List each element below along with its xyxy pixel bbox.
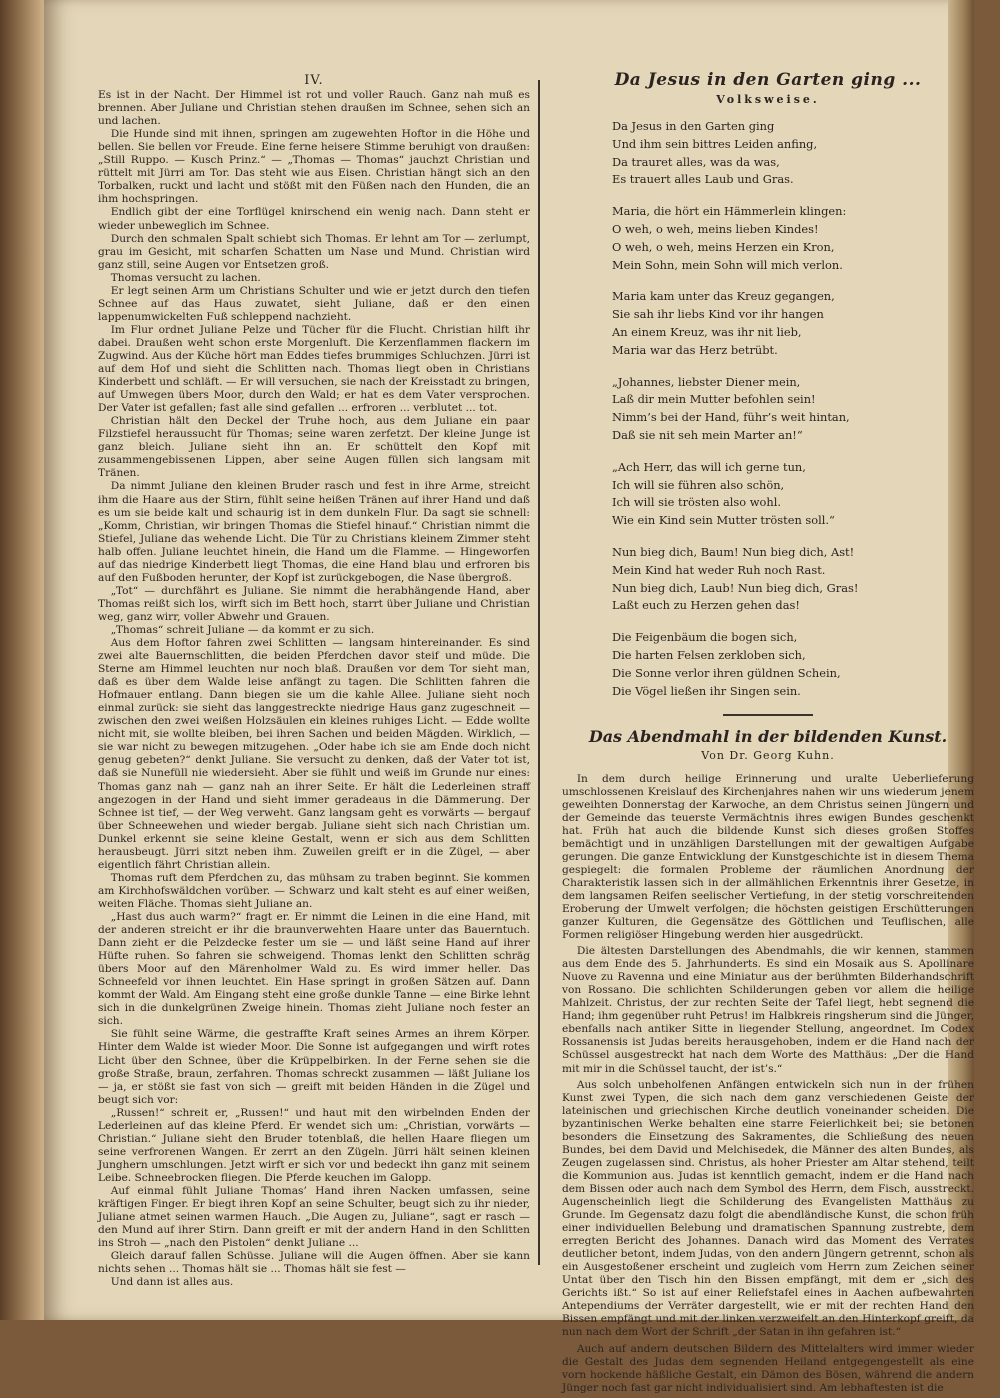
poem-line: Und ihm sein bittres Leiden anfing, <box>612 136 818 151</box>
poem-line: „Ach Herr, das will ich gerne tun, <box>612 459 806 474</box>
story-paragraph: Sie fühlt seine Wärme, die gestraffte Kraft seines Armes an ihrem Körper. Hinter dem Walde ist wieder Moor. Die Sonne ist aufgegangen und wirft rotes Licht über den Schnee, über die Krüppelbirken. In der Ferne sehen sie die große Straße, braun, zerfahren. Thomas schreckt zusammen — läßt Juliane los — ja, er stößt sie fast von sich — greift mit beiden Händen in die Zügel und beugt sich vor: <box>98 1028 530 1106</box>
story-paragraph: Thomas versucht zu lachen. <box>110 271 261 284</box>
story-paragraph: Im Flur ordnet Juliane Pelze und Tücher für die Flucht. Christian hilft ihr dabei. Draußen weht schon erste Morgenluft. Die Kerzenflammen flackern im Zugwind. Aus der Küche hört man Eddes tiefes brummiges Schluchzen. Jürri ist auf dem Hof und sieht die Schlitten nach. Thomas liegt oben in Christians Kinderbett und schläft. — Er will versuchen, sie nach der Kreisstadt zu bringen, auf Umwegen übers Moor, durch den Wald; er hat es dem Vater versprochen. Der Vater ist gefallen; fast alle sind gefallen ... erfroren ... verblutet ... tot. <box>98 323 530 415</box>
story-paragraph: Durch den schmalen Spalt schiebt sich Thomas. Er lehnt am Tor — zerlumpt, grau im Gesicht, mit scharfen Schatten um Nase und Mund. Christian wird ganz still, seine Augen vor Entsetzen groß. <box>98 232 530 271</box>
story-paragraph: „Thomas“ schreit Juliane — da kommt er zu sich. <box>110 623 375 636</box>
poem-line: Ich will sie trösten also wohl. <box>612 495 781 510</box>
story-paragraph: Die Hunde sind mit ihnen, springen am zugewehten Hoftor in die Höhe und bellen. Sie bellen vor Freude. Eine ferne heisere Stimme beruhigt von draußen: „Still Ruppo. — Kusch Prinz.“ — „Thomas — Thomas“ jauchzt Christian und rüttelt mit Jürri am Tor. Das steht wie aus Eisen. Christian hängt sich an den Torbalken, ruckt und lacht und stößt mit den Füßen nach den Hunden, die an ihm hochspringen. <box>98 128 530 206</box>
poem-subtitle: Volksweise. <box>716 93 820 107</box>
poem-title: Da Jesus in den Garten ging ... <box>614 70 922 90</box>
poem-line: Daß sie nit seh mein Marter an!“ <box>612 428 803 443</box>
poem-line: Maria, die hört ein Hämmerlein klingen: <box>612 204 847 219</box>
article-paragraph: Die ältesten Darstellungen des Abendmahls, die wir kennen, stammen aus dem Ende des 5. Jahrhunderts. Es sind ein Mosaik aus S. Apollinare Nuove zu Ravenna und eine Miniatur aus der berühmten Bilderhandschrift von Rossano. Die schlichten Schilderungen geben vor allem die heilige Mahlzeit. Christus, der zur rechten Seite der Tafel liegt, hebt segnend die Hand; ihm gegenüber ruht Petrus! im Halbkreis ringsherum sind die Jünger, ebenfalls nach antiker Sitte in liegender Stellung, angeordnet. Im Codex Rossanensis ist Judas bereits herausgehoben, indem er die Hand nach der Schüssel ausgestreckt hat nach dem Worte des Matthäus: „Der die Hand mit mir in die Schüssel taucht, der ist’s.“ <box>562 945 974 1075</box>
poem-line: Die harten Felsen zerkloben sich, <box>612 648 806 663</box>
article-title: Das Abendmahl in der bildenden Kunst. <box>588 727 948 747</box>
poem-line: Die Sonne verlor ihren güldnen Schein, <box>612 665 841 680</box>
story-column <box>98 74 530 1289</box>
poem-line: An einem Kreuz, was ihr nit lieb, <box>612 325 802 340</box>
story-paragraph: Aus dem Hoftor fahren zwei Schlitten — langsam hintereinander. Es sind zwei alte Bauernschlitten, die beiden Pferdchen davor steif und müde. Die Sterne am Himmel leuchten nur noch blaß. Draußen vor dem Tor sieht man, daß es über dem Walde leise anfängt zu tagen. Die Schlitten fahren die Hofmauer entlang. Dann biegen sie um die kahle Allee. Juliane sieht noch einmal zurück: sie sieht das langgestreckte niedrige Haus ganz zugeschneit — zwischen den zwei weißen Holzsäulen ein kleines ruhiges Licht. — Edde wollte nicht mit, sie wollte bleiben, bei ihren Sachen und beiden Mägden. Wirklich, — sie war nicht zu bewegen mitzugehen. „Oder habe ich sie am Ende doch nicht genug gebeten?“ denkt Juliane. Sie versucht zu denken, daß der Vater tot ist, daß sie Nunefüll nie wiedersieht. Aber sie fühlt und weiß im Grunde nur eines: Thomas ganz nah — ganz nah an ihrer Seite. Er hält die Lederleinen straff angezogen in der Hand und sieht immer geradeaus in die Dämmerung. Der Schnee ist tief, — der Weg verweht. Ganz langsam geht es vorwärts — bergauf über Schneewehen und wieder bergab. Juliane sieht sich nach Christian um. Dunkel erkennt sie seine kleine Gestalt, wenn er sich aus dem Schlitten herausbeugt. Jürri sitzt neben ihm. Zuweilen greift er in die Zügel, — aber eigentlich fährt Christian allein. <box>98 637 530 871</box>
poem-stanza <box>612 459 974 530</box>
story-paragraph: „Hast dus auch warm?“ fragt er. Er nimmt die Leinen in die eine Hand, mit der anderen streicht er ihr die braunverwehten Haare unter das Bauerntuch. Dann zieht er die Pelzdecke fester um sie — und läßt seine Hand auf ihrer Hüfte ruhen. So fahren sie schweigend. Thomas lenkt den Schlitten schräg übers Moor auf den Märenholmer Wald zu. Es wird immer heller. Das Schneefeld vor ihnen leuchtet. Ein Hase springt in großen Sätzen auf. Dann kommt der Wald. Am Eingang steht eine große dunkle Tanne — eine Birke lehnt sich in die dunkelgrünen Zweige hinein. Thomas zieht Juliane noch fester an sich. <box>98 911 530 1028</box>
section-number: IV. <box>304 73 324 88</box>
story-paragraph: „Russen!“ schreit er, „Russen!“ und haut mit den wirbelnden Enden der Lederleinen auf das kleine Pferd. Er wendet sich um: „Christian, vorwärts — Christian.“ Juliane sieht den Bruder totenblaß, die hellen Haare fliegen um seine verfrorenen Wangen. Er zerrt an den Zügeln. Jürri hält seinen kleinen Junghern umschlungen. Jetzt wirft er sich vor und bedeckt ihn ganz mit seinem Leibe. Schneebrocken fliegen. Die Pferde keuchen im Galopp. <box>98 1106 530 1184</box>
story-paragraph: Christian hält den Deckel der Truhe hoch, aus dem Juliane ein paar Filzstiefel heraussucht für Thomas; seine waren zerfetzt. Der kleine Junge ist ganz bleich. Juliane sieht ihn an. Er schüttelt den Kopf mit zusammengebissenen Lippen, aber seine Augen füllen sich langsam mit Tränen. <box>98 415 530 480</box>
story-paragraph: Da nimmt Juliane den kleinen Bruder rasch und fest in ihre Arme, streicht ihm die Haare aus der Stirn, fühlt seine heißen Tränen auf ihrer Hand und daß es um sie beide kalt und schaurig ist in dem dunkeln Flur. Da sagt sie schnell: „Komm, Christian, wir bringen Thomas die Stiefel hinauf.“ Christian nimmt die Stiefel, Juliane das wehende Licht. Die Tür zu Christians kleinem Zimmer steht halb offen. Juliane leuchtet hinein, die Hand um die Flamme. — Hingeworfen auf das niedrige Kinderbett liegt Thomas, die eine Hand blau und erfroren bis auf den Fußboden herunter, der Kopf ist zurückgebogen, die Nase übergroß. <box>98 480 530 584</box>
story-paragraph: Auf einmal fühlt Juliane Thomas’ Hand ihren Nacken umfassen, seine kräftigen Finger. Er biegt ihren Kopf an seine Schulter, beugt sich zu ihr nieder, Juliane atmet seinen warmen Hauch. „Die Augen zu, Juliane“, sagt er rasch — den Mund auf ihrer Stirn. Dann greift er mit der andern Hand in den Schlitten ins Stroh — „nach den Pistolen“ denkt Juliane ... <box>98 1184 530 1250</box>
poem-stanza <box>612 374 974 445</box>
story-paragraph: Gleich darauf fallen Schüsse. Juliane will die Augen öffnen. Aber sie kann nichts sehen ... Thomas hält sie ... Thomas hält sie fest — <box>98 1250 530 1276</box>
poem-line: Mein Kind hat weder Ruh noch Rast. <box>612 562 826 577</box>
poem-line: „Johannes, liebster Diener mein, <box>612 374 801 389</box>
story-paragraph: Thomas ruft dem Pferdchen zu, das mühsam zu traben beginnt. Sie kommen am Kirchhofswäldchen vorüber. — Schwarz und kalt steht es auf einer weißen, weiten Fläche. Thomas sieht Juliane an. <box>98 871 530 910</box>
poem-line: Maria kam unter das Kreuz gegangen, <box>612 289 835 304</box>
article-paragraph: Aus solch unbeholfenen Anfängen entwickeln sich nun in der frühen Kunst zwei Typen, die sich nach dem ganz verschiedenen Geiste der lateinischen und griechischen Kirche deutlich voneinander scheiden. Die byzantinischen Werke behalten eine starre Feierlichkeit bei; sie betonen besonders die Einsetzung des Sakramentes, die Schließung des neuen Bundes, bei dem David und Melchisedek, die Männer des alten Bundes, als Zeugen zugelassen sind. Christus, als hoher Priester am Altar stehend, teilt die Kommunion aus. Judas ist kenntlich gemacht, indem er die Hand nach dem Bissen oder auch nach dem Symbol des Herrn, dem Fisch, ausstreckt. Augenscheinlich liegt die Schilderung des Evangelisten Matthäus zu Grunde. Im Gegensatz dazu folgt die abendländische Kunst, die schon früh einer individuellen Belebung und dramatischen Spannung zustrebte, dem erregten Bericht des Johannes. Danach wird das Moment des Verrates deutlicher betont, indem Judas, von den andern Jüngern getrennt, schon als ein Ausgestoßener erscheint und zugleich vom Herrn zum Zeichen seiner Untat über den Tisch hin den Bissen empfängt, mit dem er „sich des Gerichts ißt.“ So ist auf einer Reliefstafel eines in Aachen aufbewahrten Antependiums der Verräter dargestellt, wie er mit der rechten Hand den Bissen empfängt und mit der linken verzweifelt an den Hinterkopf greift, da nun nach dem Wort der Schrift „der Satan in ihn gefahren ist.“ <box>562 1078 974 1339</box>
poem-stanza <box>612 544 974 615</box>
poem-line: Es trauert alles Laub und Gras. <box>612 172 794 187</box>
article-paragraph: Auch auf andern deutschen Bildern des Mittelalters wird immer wieder die Gestalt des Judas dem segnenden Heiland entgegengestellt als eine vorn hockende häßliche Gestalt, ein Dämon des Bösen, während die andern Jünger noch fast gar nicht individualisiert sind. Am lebhaftesten ist die <box>562 1342 974 1394</box>
poem-stanza <box>612 118 974 189</box>
poem-line: Laßt euch zu Herzen gehen das! <box>612 598 800 613</box>
right-column <box>562 70 974 1398</box>
article-paragraph: In dem durch heilige Erinnerung und uralte Ueberlieferung umschlossenen Kreislauf des Kirchenjahres nahen wir uns wiederum jenem geweihten Donnerstag der Karwoche, an dem Christus seinen Jüngern und der Gemeinde das teuerste Vermächtnis ihres ewigen Bundes geschenkt hat. Früh hat auch die bildende Kunst sich dieses großen Stoffes bemächtigt und in unzähligen Darstellungen mit der gewaltigen Aufgabe gerungen. Die ganze Entwicklung der Kunstgeschichte ist in diesem Thema gespiegelt: die formalen Probleme der räumlichen Anordnung der Charakteristik lassen sich in der allmählichen Erkenntnis ihrer Gesetze, in dem langsamen Reifen seelischer Vertiefung, in der stetig vorschreitenden Eroberung der Umwelt verfolgen; die höchsten geistigen Erschütterungen ganzer Kulturen, die Gegensätze des Göttlichen und Teuflischen, alle Formen religiöser Hingebung werden hier ausgedrückt. <box>562 772 974 942</box>
poem-stanza <box>612 629 974 700</box>
poem-stanza <box>612 203 974 274</box>
story-paragraph: Es ist in der Nacht. Der Himmel ist rot und voller Rauch. Ganz nah muß es brennen. Aber Juliane und Christian stehen draußen im Schnee, sehen sich an und lachen. <box>98 89 530 128</box>
poem-line: O weh, o weh, meins lieben Kindes! <box>612 222 819 237</box>
section-separator <box>723 714 813 716</box>
poem-line: Sie sah ihr liebs Kind vor ihr hangen <box>612 307 824 322</box>
poem-line: Die Vögel ließen ihr Singen sein. <box>612 683 801 698</box>
column-divider <box>538 80 540 1265</box>
poem-line: Nun bieg dich, Baum! Nun bieg dich, Ast! <box>612 545 855 560</box>
poem-line: Da trauret alles, was da was, <box>612 154 780 169</box>
poem-stanza <box>612 288 974 359</box>
story-paragraph: Endlich gibt der eine Torflügel knirschend ein wenig nach. Dann steht er wieder unbeweglich im Schnee. <box>98 206 530 232</box>
poem-line: O weh, o weh, meins Herzen ein Kron, <box>612 239 835 254</box>
poem-line: Wie ein Kind sein Mutter trösten soll.“ <box>612 513 835 528</box>
poem-line: Nimm’s bei der Hand, führ’s weit hintan, <box>612 410 850 425</box>
story-paragraph: „Tot“ — durchfährt es Juliane. Sie nimmt die herabhängende Hand, aber Thomas reißt sich los, wirft sich im Bett hoch, starrt über Juliane und Christian weg, ganz wirr, voller Abwehr und Grauen. <box>98 584 530 623</box>
poem-line: Da Jesus in den Garten ging <box>612 119 775 134</box>
poem-line: Nun bieg dich, Laub! Nun bieg dich, Gras! <box>612 580 859 595</box>
story-paragraph: Er legt seinen Arm um Christians Schulter und wie er jetzt durch den tiefen Schnee auf das Haus zuwatet, sieht Juliane, daß er den einen lappenumwickelten Fuß schleppend nachzieht. <box>98 284 530 323</box>
story-paragraph: Und dann ist alles aus. <box>110 1276 234 1289</box>
article-author: Von Dr. Georg Kuhn. <box>701 749 835 763</box>
poem-line: Mein Sohn, mein Sohn will mich verlon. <box>612 257 843 272</box>
poem-line: Maria war das Herz betrübt. <box>612 342 778 357</box>
poem-line: Laß dir mein Mutter befohlen sein! <box>612 392 816 407</box>
poem-line: Die Feigenbäum die bogen sich, <box>612 630 798 645</box>
poem-line: Ich will sie führen also schön, <box>612 477 785 492</box>
